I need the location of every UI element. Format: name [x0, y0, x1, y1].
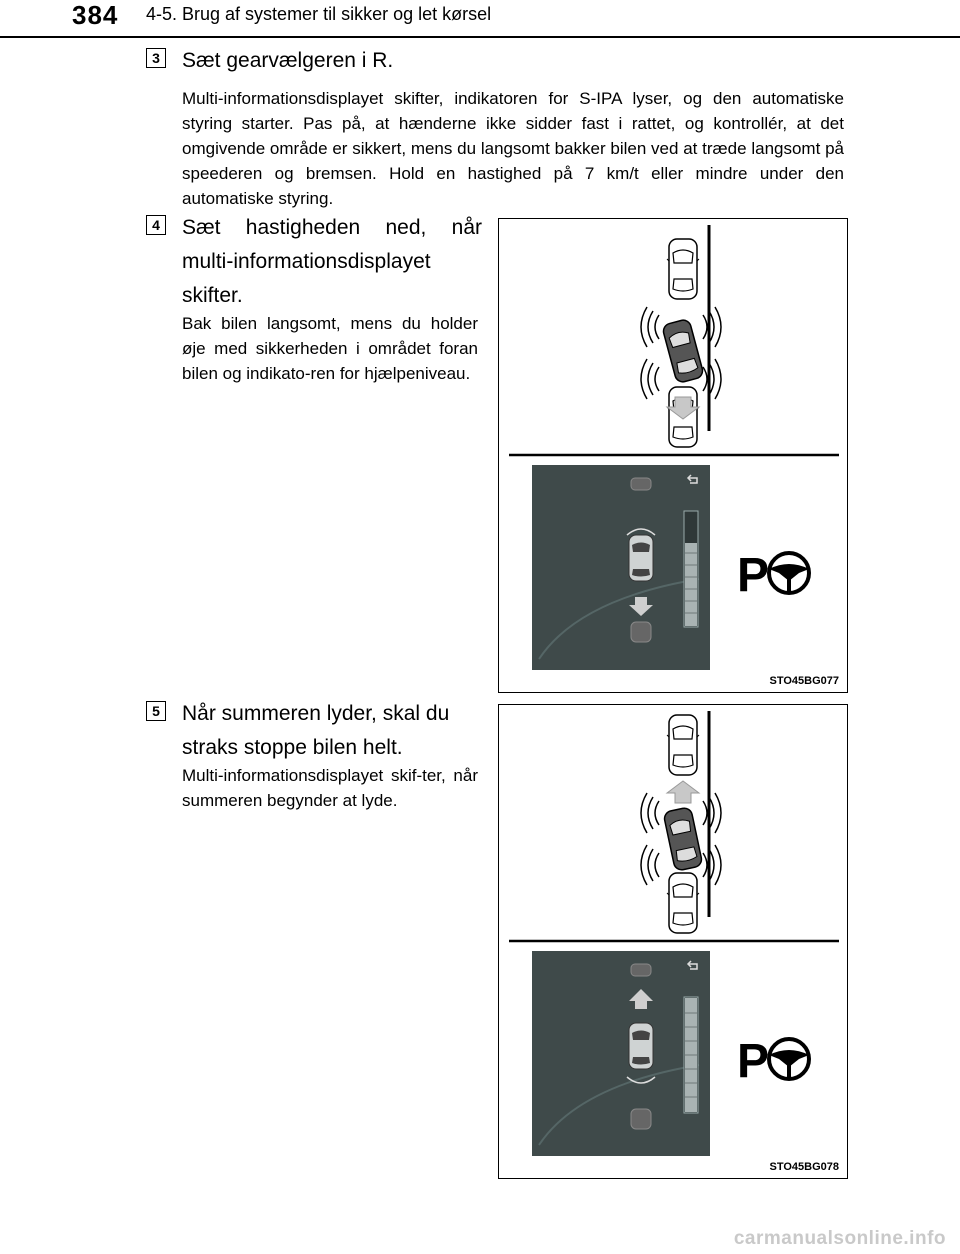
step-3-title: Sæt gearvælgeren i R.: [182, 49, 394, 72]
step-5-title-line: straks stoppe bilen helt.: [182, 736, 403, 759]
step-number-5: 5: [146, 701, 166, 721]
step-5-title: [182, 697, 482, 765]
footer-watermark: carmanualsonline.info: [733, 1228, 946, 1249]
parking-steering-icon: [737, 549, 809, 602]
parking-diagram-forward: [499, 705, 847, 1178]
step-5-title-line: Når summeren lyder, skal du: [182, 702, 450, 725]
header-divider: [0, 36, 960, 38]
parking-steering-icon: [737, 1035, 809, 1088]
svg-text:P: P: [737, 1035, 770, 1088]
figure-step-5: [498, 704, 848, 1179]
section-title: 4-5. Brug af systemer til sikker og let kørsel: [146, 4, 492, 24]
figure-code: STO45BG078: [769, 1161, 839, 1173]
svg-text:P: P: [737, 549, 770, 602]
step-4-title-line: Sæt hastigheden ned, når: [182, 216, 482, 239]
figure-step-4: [498, 218, 848, 693]
parking-diagram-reverse: [499, 219, 847, 692]
step-4-title-line: multi-informationsdisplayet: [182, 250, 431, 273]
step-4-title: [182, 211, 482, 313]
step-3-body: Multi-informationsdisplayet skifter, indikatoren for S-IPA lyser, og den automatiske styring starter. Pas på, at hænderne ikke sidder fast i rattet, og kontrollér, at det omgivende område er sikkert, mens du langsomt bakker bilen ved at træde langsomt på speederen og bremsen. Hold en hastighed på 7 km/t eller mindre under den automatiske styring.: [182, 89, 844, 208]
page-number: 384: [72, 0, 119, 30]
step-5-body: Multi-informationsdisplayet skif-ter, når summeren begynder at lyde.: [182, 766, 478, 810]
assist-level-bar: [684, 997, 698, 1113]
step-number-4: 4: [146, 215, 166, 235]
figure-code: STO45BG077: [769, 675, 839, 687]
step-4-title-line: skifter.: [182, 284, 243, 307]
assist-level-bar: [684, 511, 698, 627]
step-4-body: Bak bilen langsomt, mens du holder øje med sikkerheden i området foran bilen og indikato-ren for hjælpeniveau.: [182, 314, 478, 383]
step-number-3: 3: [146, 48, 166, 68]
